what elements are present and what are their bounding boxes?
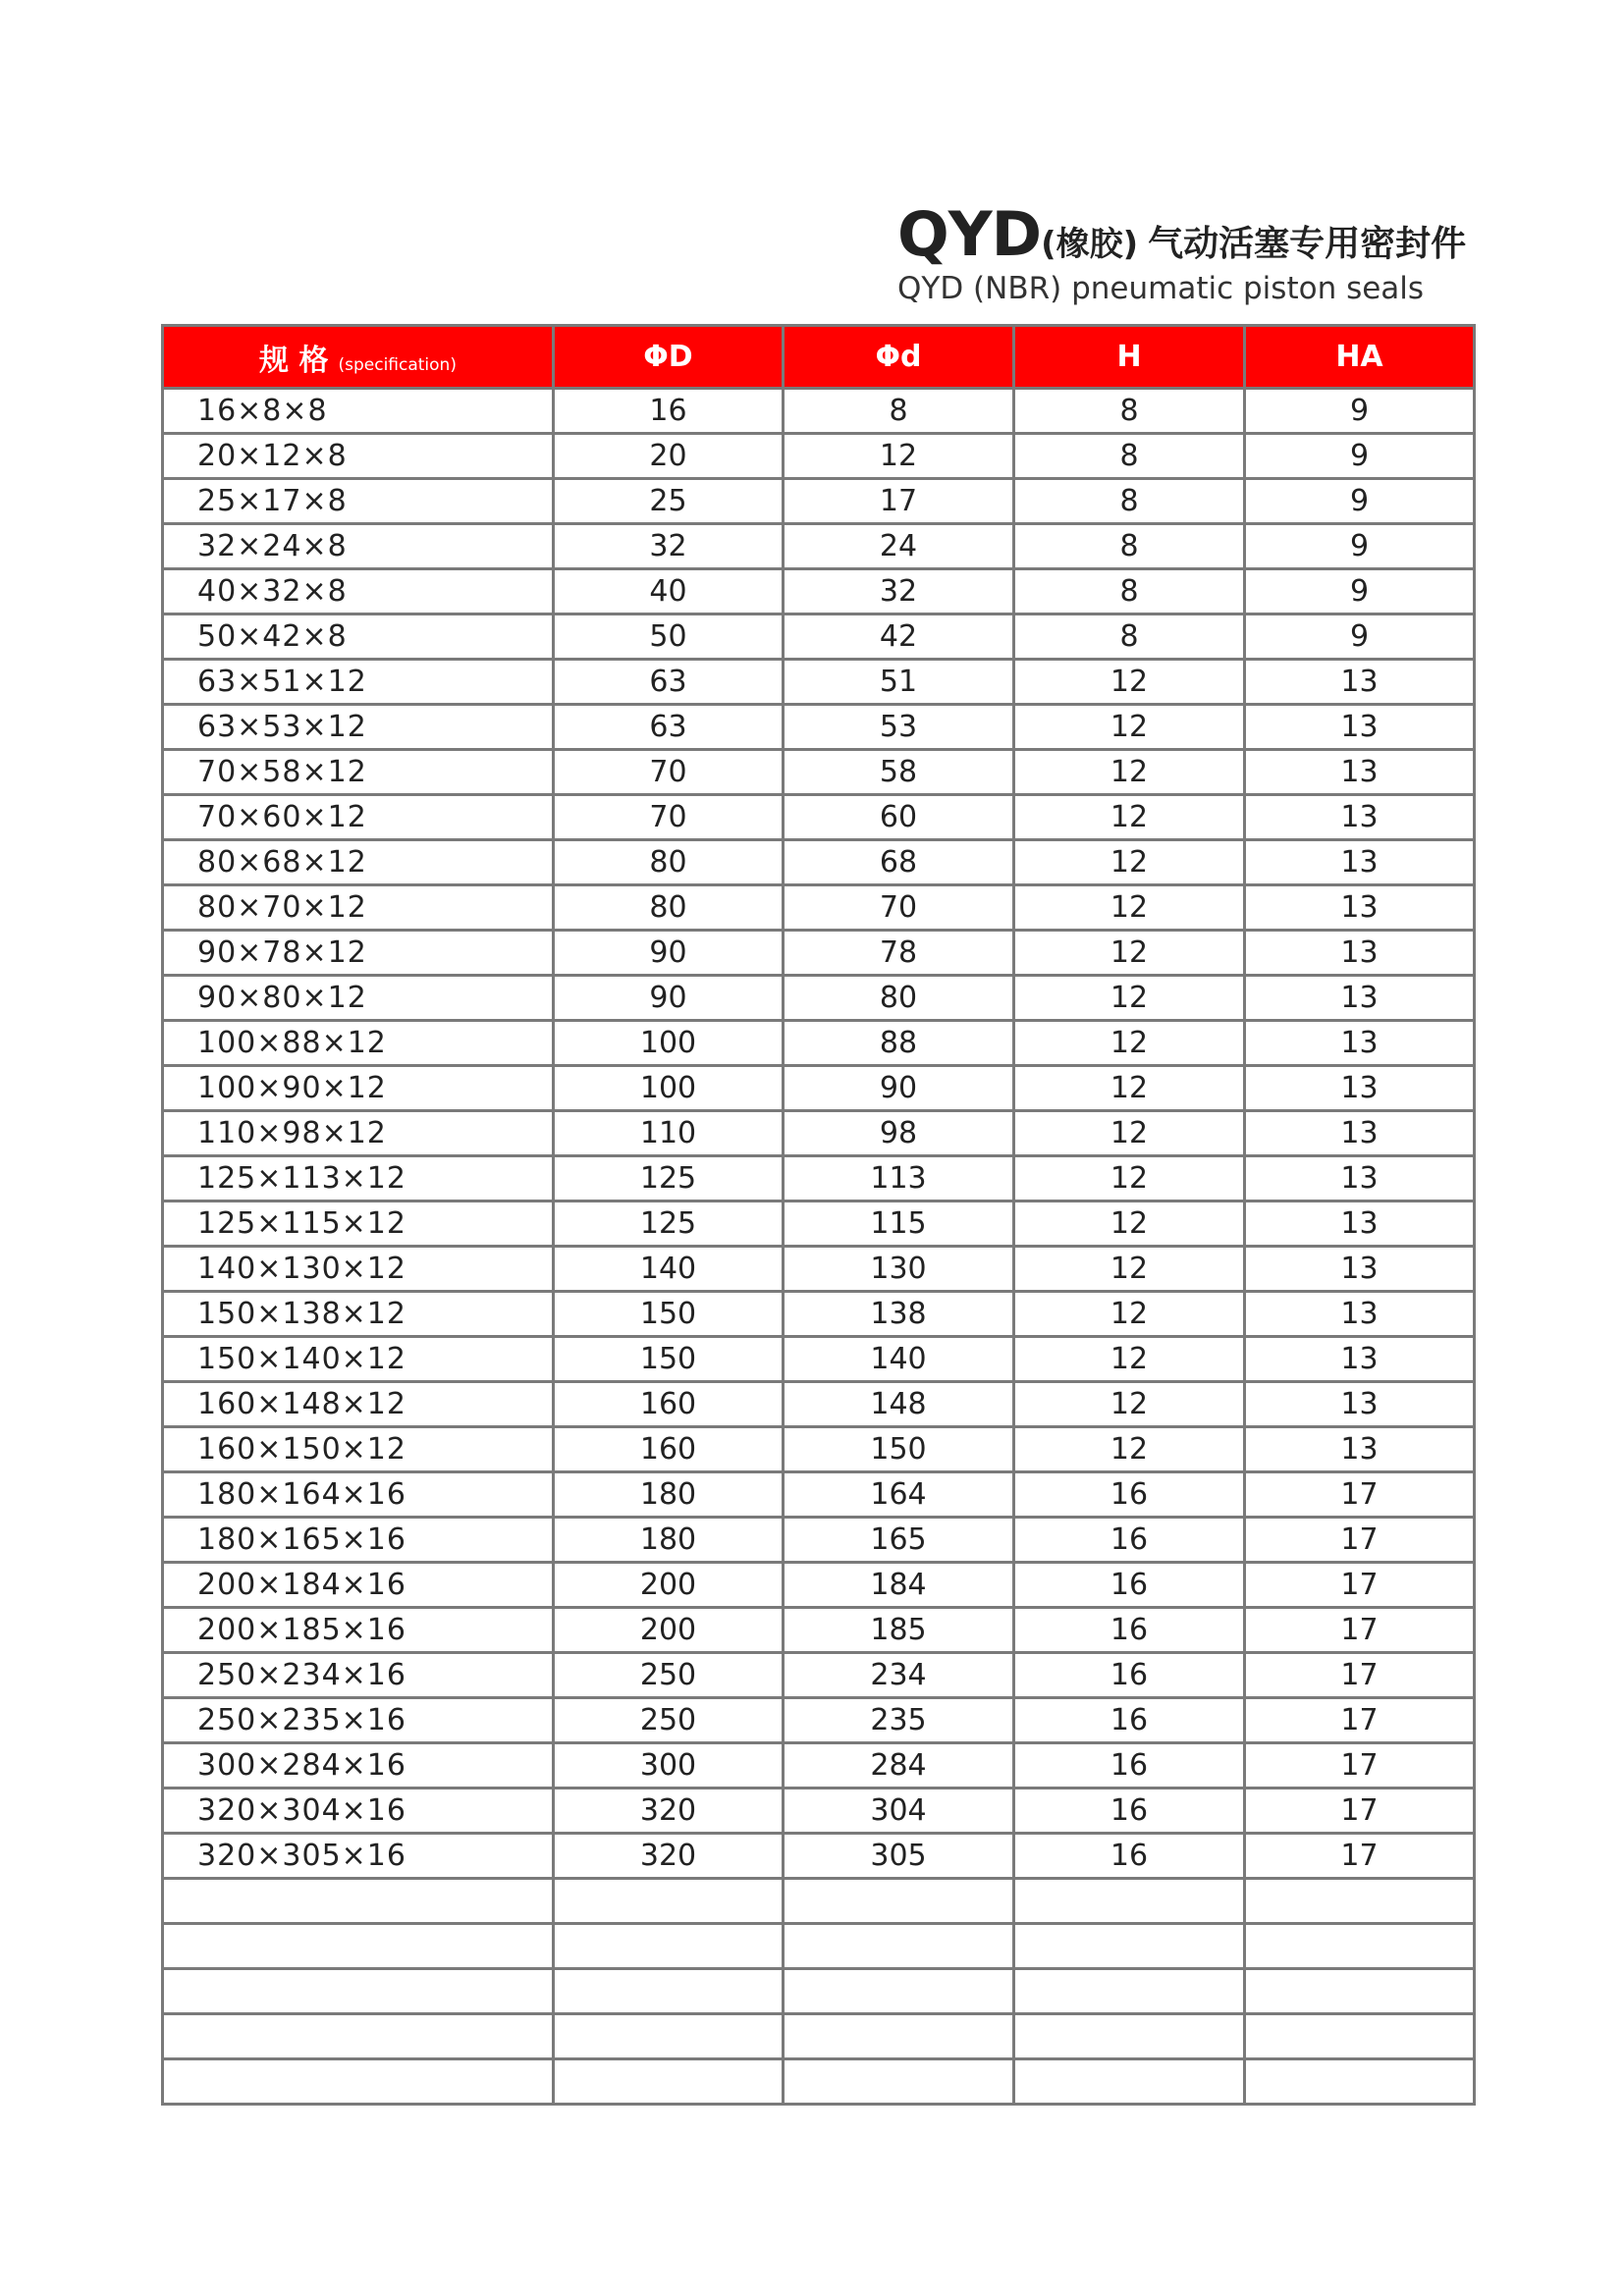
cell-specification: 80×70×12: [163, 885, 554, 931]
cell-specification: 70×60×12: [163, 795, 554, 840]
cell-od: 320: [554, 1789, 784, 1834]
cell-ha: [1245, 2059, 1475, 2105]
cell-h: 8: [1014, 389, 1245, 434]
cell-specification: [163, 1969, 554, 2014]
cell-ha: 9: [1245, 434, 1475, 479]
cell-ha: 13: [1245, 1156, 1475, 1201]
cell-od: 16: [554, 389, 784, 434]
cell-specification: 100×90×12: [163, 1066, 554, 1111]
cell-specification: 50×42×8: [163, 614, 554, 660]
cell-od: 110: [554, 1111, 784, 1156]
cell-id: 32: [784, 569, 1014, 614]
cell-od: 200: [554, 1608, 784, 1653]
cell-ha: 9: [1245, 524, 1475, 569]
cell-specification: 250×234×16: [163, 1653, 554, 1698]
cell-id: 140: [784, 1337, 1014, 1382]
cell-h: [1014, 1969, 1245, 2014]
cell-ha: 13: [1245, 1337, 1475, 1382]
table-row: [163, 1698, 1475, 1743]
cell-od: [554, 2059, 784, 2105]
cell-id: 284: [784, 1743, 1014, 1789]
cell-specification: 20×12×8: [163, 434, 554, 479]
cell-od: 125: [554, 1156, 784, 1201]
cell-h: 8: [1014, 479, 1245, 524]
cell-id: 42: [784, 614, 1014, 660]
cell-h: 16: [1014, 1472, 1245, 1518]
cell-id: 184: [784, 1563, 1014, 1608]
table-row: [163, 1472, 1475, 1518]
cell-specification: 25×17×8: [163, 479, 554, 524]
header-ha: HA: [1245, 326, 1475, 389]
cell-id: 148: [784, 1382, 1014, 1427]
cell-ha: 13: [1245, 660, 1475, 705]
cell-od: 160: [554, 1382, 784, 1427]
cell-od: 63: [554, 660, 784, 705]
cell-id: [784, 2059, 1014, 2105]
cell-specification: 125×113×12: [163, 1156, 554, 1201]
cell-od: 25: [554, 479, 784, 524]
cell-specification: 320×305×16: [163, 1834, 554, 1879]
cell-od: 80: [554, 840, 784, 885]
cell-ha: 13: [1245, 705, 1475, 750]
cell-id: 68: [784, 840, 1014, 885]
cell-id: 185: [784, 1608, 1014, 1653]
cell-ha: 17: [1245, 1698, 1475, 1743]
cell-ha: 13: [1245, 931, 1475, 976]
cell-h: 16: [1014, 1789, 1245, 1834]
spec-table: [161, 324, 1476, 2106]
cell-ha: 17: [1245, 1472, 1475, 1518]
cell-specification: 150×140×12: [163, 1337, 554, 1382]
cell-id: 24: [784, 524, 1014, 569]
cell-id: 17: [784, 479, 1014, 524]
cell-specification: 70×58×12: [163, 750, 554, 795]
cell-id: 88: [784, 1021, 1014, 1066]
title-code: QYD: [897, 198, 1042, 270]
cell-ha: [1245, 2014, 1475, 2059]
table-row: [163, 660, 1475, 705]
cell-id: 98: [784, 1111, 1014, 1156]
cell-ha: 13: [1245, 885, 1475, 931]
cell-specification: 40×32×8: [163, 569, 554, 614]
cell-h: 12: [1014, 1292, 1245, 1337]
cell-specification: 200×185×16: [163, 1608, 554, 1653]
table-row: [163, 1337, 1475, 1382]
cell-specification: [163, 1924, 554, 1969]
cell-od: 250: [554, 1653, 784, 1698]
cell-h: [1014, 2014, 1245, 2059]
cell-od: 200: [554, 1563, 784, 1608]
cell-od: 320: [554, 1834, 784, 1879]
cell-id: 8: [784, 389, 1014, 434]
cell-h: 16: [1014, 1608, 1245, 1653]
table-row: [163, 1111, 1475, 1156]
table-row: [163, 1834, 1475, 1879]
table-row: [163, 1021, 1475, 1066]
page-title: [897, 198, 1487, 270]
cell-h: 12: [1014, 976, 1245, 1021]
cell-od: 100: [554, 1066, 784, 1111]
cell-od: 32: [554, 524, 784, 569]
table-row: [163, 931, 1475, 976]
cell-h: 12: [1014, 931, 1245, 976]
cell-specification: 320×304×16: [163, 1789, 554, 1834]
cell-specification: 180×164×16: [163, 1472, 554, 1518]
cell-specification: 100×88×12: [163, 1021, 554, 1066]
cell-od: 80: [554, 885, 784, 931]
header-od: ΦD: [554, 326, 784, 389]
cell-ha: 13: [1245, 1292, 1475, 1337]
cell-h: 16: [1014, 1653, 1245, 1698]
cell-h: 8: [1014, 434, 1245, 479]
cell-id: 51: [784, 660, 1014, 705]
cell-ha: 9: [1245, 479, 1475, 524]
cell-ha: 13: [1245, 976, 1475, 1021]
cell-specification: 160×148×12: [163, 1382, 554, 1427]
header-spec-en: (specification): [338, 354, 457, 375]
cell-ha: 13: [1245, 1201, 1475, 1247]
cell-specification: 300×284×16: [163, 1743, 554, 1789]
table-row: [163, 750, 1475, 795]
table-row: [163, 434, 1475, 479]
header-spec-cn: 规 格: [259, 343, 329, 378]
cell-h: 16: [1014, 1698, 1245, 1743]
cell-h: 12: [1014, 1111, 1245, 1156]
cell-h: 12: [1014, 660, 1245, 705]
cell-ha: 13: [1245, 1111, 1475, 1156]
table-row: [163, 705, 1475, 750]
cell-h: 8: [1014, 569, 1245, 614]
cell-od: 70: [554, 795, 784, 840]
cell-id: 235: [784, 1698, 1014, 1743]
cell-id: [784, 1924, 1014, 1969]
header-h: H: [1014, 326, 1245, 389]
cell-h: 12: [1014, 1247, 1245, 1292]
cell-ha: 13: [1245, 795, 1475, 840]
table-row: [163, 1066, 1475, 1111]
cell-id: [784, 2014, 1014, 2059]
cell-od: 40: [554, 569, 784, 614]
page-subtitle: QYD (NBR) pneumatic piston seals: [897, 271, 1425, 306]
title-material: (橡胶): [1041, 225, 1139, 264]
cell-id: 90: [784, 1066, 1014, 1111]
cell-od: 100: [554, 1021, 784, 1066]
table-row: [163, 1653, 1475, 1698]
cell-ha: 9: [1245, 569, 1475, 614]
cell-od: 70: [554, 750, 784, 795]
header-specification: [163, 326, 554, 389]
title-block: [897, 198, 1487, 306]
cell-specification: 90×78×12: [163, 931, 554, 976]
cell-od: 125: [554, 1201, 784, 1247]
table-row: [163, 1969, 1475, 2014]
table-row: [163, 1879, 1475, 1924]
cell-specification: 200×184×16: [163, 1563, 554, 1608]
cell-id: 150: [784, 1427, 1014, 1472]
cell-od: 63: [554, 705, 784, 750]
cell-ha: 13: [1245, 1021, 1475, 1066]
cell-specification: 180×165×16: [163, 1518, 554, 1563]
table-row: [163, 1292, 1475, 1337]
cell-specification: 250×235×16: [163, 1698, 554, 1743]
cell-id: 78: [784, 931, 1014, 976]
table-row: [163, 795, 1475, 840]
table-row: [163, 2059, 1475, 2105]
cell-id: 113: [784, 1156, 1014, 1201]
cell-id: 304: [784, 1789, 1014, 1834]
cell-od: [554, 2014, 784, 2059]
cell-id: [784, 1879, 1014, 1924]
cell-specification: 16×8×8: [163, 389, 554, 434]
cell-ha: [1245, 1924, 1475, 1969]
table-row: [163, 976, 1475, 1021]
cell-od: 140: [554, 1247, 784, 1292]
table-body: [163, 389, 1475, 2105]
table-row: [163, 885, 1475, 931]
cell-specification: 160×150×12: [163, 1427, 554, 1472]
table-row: [163, 1563, 1475, 1608]
cell-h: 16: [1014, 1834, 1245, 1879]
cell-ha: [1245, 1879, 1475, 1924]
cell-id: 58: [784, 750, 1014, 795]
cell-ha: 17: [1245, 1653, 1475, 1698]
table-row: [163, 1789, 1475, 1834]
cell-h: 12: [1014, 1382, 1245, 1427]
cell-h: 16: [1014, 1518, 1245, 1563]
cell-ha: 17: [1245, 1789, 1475, 1834]
cell-id: 138: [784, 1292, 1014, 1337]
cell-id: [784, 1969, 1014, 2014]
cell-id: 12: [784, 434, 1014, 479]
cell-ha: 17: [1245, 1834, 1475, 1879]
cell-ha: 17: [1245, 1563, 1475, 1608]
cell-ha: 9: [1245, 614, 1475, 660]
cell-h: [1014, 2059, 1245, 2105]
cell-h: 16: [1014, 1563, 1245, 1608]
cell-h: 8: [1014, 614, 1245, 660]
cell-specification: [163, 2059, 554, 2105]
table-row: [163, 1924, 1475, 1969]
header-id: Φd: [784, 326, 1014, 389]
title-chinese: 气动活塞专用密封件: [1148, 224, 1467, 264]
cell-id: 164: [784, 1472, 1014, 1518]
cell-od: 160: [554, 1427, 784, 1472]
table-row: [163, 614, 1475, 660]
cell-od: 180: [554, 1518, 784, 1563]
cell-specification: 125×115×12: [163, 1201, 554, 1247]
cell-od: 150: [554, 1337, 784, 1382]
cell-id: 234: [784, 1653, 1014, 1698]
cell-h: 12: [1014, 1021, 1245, 1066]
cell-ha: 13: [1245, 1382, 1475, 1427]
cell-id: 80: [784, 976, 1014, 1021]
table-row: [163, 479, 1475, 524]
cell-od: 150: [554, 1292, 784, 1337]
cell-ha: 13: [1245, 840, 1475, 885]
table-row: [163, 1608, 1475, 1653]
table-row: [163, 569, 1475, 614]
cell-ha: [1245, 1969, 1475, 2014]
cell-od: [554, 1969, 784, 2014]
table-row: [163, 524, 1475, 569]
cell-h: 12: [1014, 1427, 1245, 1472]
table-row: [163, 1156, 1475, 1201]
cell-ha: 13: [1245, 1427, 1475, 1472]
cell-h: 12: [1014, 795, 1245, 840]
table-row: [163, 1382, 1475, 1427]
cell-id: 305: [784, 1834, 1014, 1879]
cell-od: [554, 1924, 784, 1969]
cell-ha: 13: [1245, 1066, 1475, 1111]
cell-h: 12: [1014, 840, 1245, 885]
cell-id: 60: [784, 795, 1014, 840]
cell-ha: 17: [1245, 1743, 1475, 1789]
cell-specification: 90×80×12: [163, 976, 554, 1021]
cell-h: 16: [1014, 1743, 1245, 1789]
table-row: [163, 1201, 1475, 1247]
cell-ha: 17: [1245, 1608, 1475, 1653]
cell-id: 165: [784, 1518, 1014, 1563]
table-row: [163, 389, 1475, 434]
cell-specification: 63×53×12: [163, 705, 554, 750]
cell-ha: 13: [1245, 750, 1475, 795]
cell-ha: 17: [1245, 1518, 1475, 1563]
cell-od: 250: [554, 1698, 784, 1743]
table-row: [163, 1518, 1475, 1563]
cell-specification: 140×130×12: [163, 1247, 554, 1292]
table-row: [163, 840, 1475, 885]
cell-h: [1014, 1879, 1245, 1924]
table-row: [163, 1427, 1475, 1472]
cell-h: 12: [1014, 1201, 1245, 1247]
cell-specification: 63×51×12: [163, 660, 554, 705]
cell-h: 12: [1014, 1156, 1245, 1201]
cell-h: 12: [1014, 1066, 1245, 1111]
cell-h: 12: [1014, 705, 1245, 750]
cell-h: 8: [1014, 524, 1245, 569]
cell-ha: 13: [1245, 1247, 1475, 1292]
table-row: [163, 1247, 1475, 1292]
cell-ha: 9: [1245, 389, 1475, 434]
cell-od: 90: [554, 931, 784, 976]
cell-specification: [163, 2014, 554, 2059]
cell-od: 180: [554, 1472, 784, 1518]
cell-h: 12: [1014, 885, 1245, 931]
cell-od: 20: [554, 434, 784, 479]
cell-id: 130: [784, 1247, 1014, 1292]
table-header-row: [163, 326, 1475, 389]
cell-h: [1014, 1924, 1245, 1969]
cell-h: 12: [1014, 1337, 1245, 1382]
cell-od: 50: [554, 614, 784, 660]
cell-id: 53: [784, 705, 1014, 750]
table-row: [163, 2014, 1475, 2059]
cell-specification: 32×24×8: [163, 524, 554, 569]
cell-id: 115: [784, 1201, 1014, 1247]
cell-specification: 110×98×12: [163, 1111, 554, 1156]
table-row: [163, 1743, 1475, 1789]
cell-od: 300: [554, 1743, 784, 1789]
cell-specification: 80×68×12: [163, 840, 554, 885]
cell-specification: [163, 1879, 554, 1924]
cell-od: 90: [554, 976, 784, 1021]
cell-h: 12: [1014, 750, 1245, 795]
cell-id: 70: [784, 885, 1014, 931]
cell-od: [554, 1879, 784, 1924]
cell-specification: 150×138×12: [163, 1292, 554, 1337]
